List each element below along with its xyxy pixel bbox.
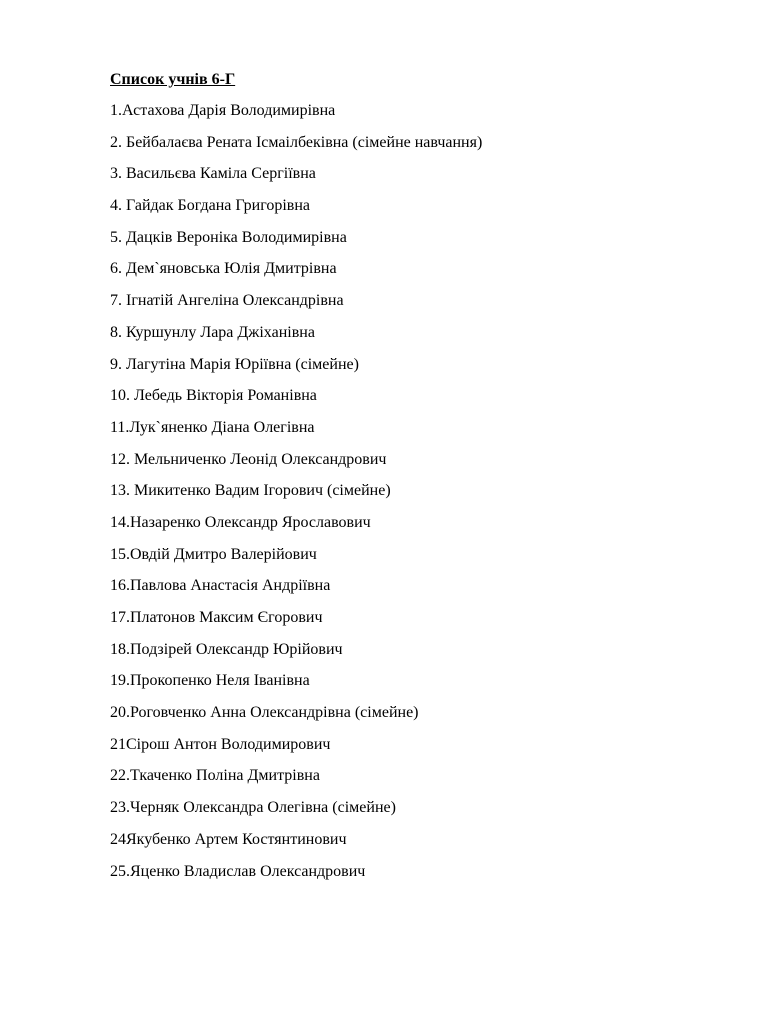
list-item: 12. Мельниченко Леонід Олександрович [110, 450, 387, 468]
student-list [110, 100, 482, 892]
list-item: 13. Микитенко Вадим Ігорович (сімейне) [110, 482, 391, 500]
list-item: 23.Черняк Олександра Олегівна (сімейне) [110, 799, 396, 817]
list-item: 7. Ігнатій Ангеліна Олександрівна [110, 292, 344, 310]
list-item: 17.Платонов Максим Єгорович [110, 609, 323, 626]
list-item: 5. Дацків Вероніка Володимирівна [110, 228, 347, 246]
list-item: 2. Бейбалаєва Рената Ісмаілбеківна (сімейне навчання) [110, 133, 483, 151]
list-item: 10. Лебедь Вікторія Романівна [110, 387, 317, 405]
list-item: 22.Ткаченко Поліна Дмитрівна [110, 767, 320, 785]
list-item: 21Сірош Антон Володимирович [110, 735, 331, 753]
list-item: 1.Астахова Дарія Володимирівна [110, 102, 336, 119]
list-item: 6. Дем`яновська Юлія Дмитрівна [110, 260, 337, 278]
list-item: 4. Гайдак Богдана Григорівна [110, 197, 311, 215]
list-item: 9. Лагутіна Марія Юріївна (сімейне) [110, 355, 359, 373]
list-item: 25.Яценко Владислав Олександрович [110, 862, 366, 880]
list-item: 14.Назаренко Олександр Ярославович [110, 513, 371, 531]
list-item: 19.Прокопенко Неля Іванівна [110, 672, 310, 690]
document-title: Список учнів 6-Г [110, 71, 236, 88]
list-item: 8. Куршунлу Лара Джіханівна [110, 323, 315, 341]
list-item: 16.Павлова Анастасія Андріївна [110, 577, 331, 595]
list-item: 24Якубенко Артем Костянтинович [110, 830, 347, 848]
list-item: 3. Васильєва Каміла Сергіївна [110, 165, 316, 183]
list-item: 20.Роговченко Анна Олександрівна (сімейне) [110, 704, 419, 722]
list-item: 15.Овдій Дмитро Валерійович [110, 545, 317, 563]
list-item: 11.Лук`яненко Діана Олегівна [110, 418, 315, 436]
list-item: 18.Подзірей Олександр Юрійович [110, 640, 343, 658]
